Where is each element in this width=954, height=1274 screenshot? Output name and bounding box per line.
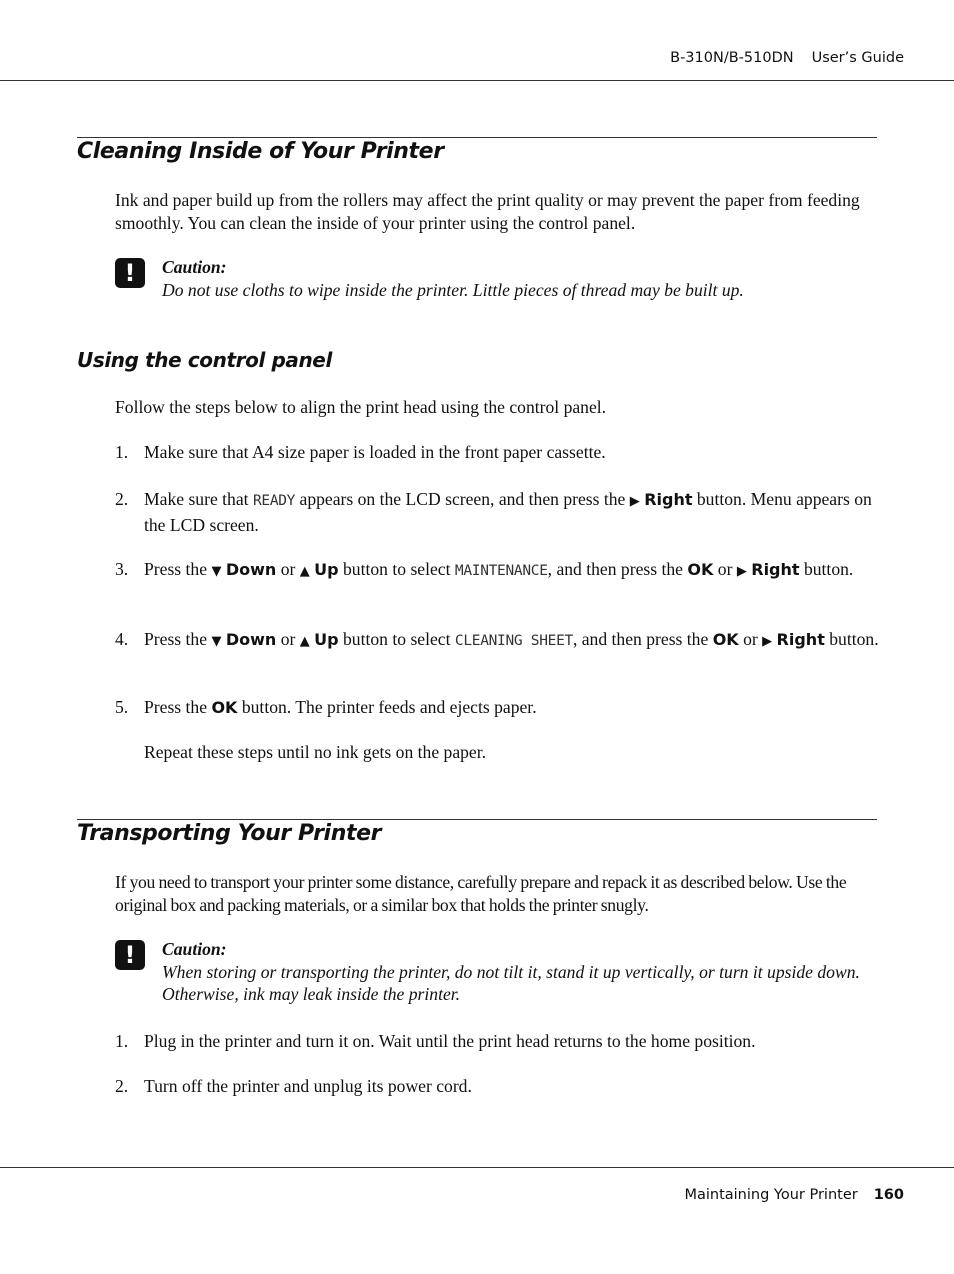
subsection-intro: Follow the steps below to align the print head using the control panel. <box>115 397 607 417</box>
footer-chapter: Maintaining Your Printer <box>684 1187 858 1203</box>
header-rule <box>0 80 954 81</box>
caution-text: Do not use cloths to wipe inside the printer. Little pieces of thread may be built up. <box>162 279 744 300</box>
subsection-title: Using the control panel <box>77 348 332 372</box>
list-item: 1. Make sure that A4 size paper is loaded in the front paper cassette. <box>115 442 606 462</box>
triangle-down-icon: ▼ <box>211 564 222 579</box>
right-button-label: Right <box>644 490 693 509</box>
triangle-right-icon: ▶ <box>629 494 640 509</box>
right-button-label: Right <box>776 630 825 649</box>
running-footer <box>684 1187 904 1203</box>
list-item-note: Repeat these steps until no ink gets on the paper. <box>144 742 487 762</box>
list-item: 1. Plug in the printer and turn it on. Wait until the print head returns to the home position. <box>115 1031 756 1051</box>
lcd-text: READY <box>252 493 296 509</box>
up-button-label: Up <box>314 560 339 579</box>
section-title-transporting: Transporting Your Printer <box>77 821 382 846</box>
list-item: 3. Press the ▼ Down or ▲ Up button to select MAINTENANCE, and then press the OK or ▶ Right button. <box>115 559 854 579</box>
caution-exclamation-icon: ! <box>115 940 145 970</box>
right-button-label: Right <box>751 560 800 579</box>
caution-exclamation-icon: ! <box>115 258 145 288</box>
section-rule <box>77 137 877 138</box>
footer-rule <box>0 1167 954 1168</box>
ok-button-label: OK <box>712 630 739 649</box>
list-item: 4. Press the ▼ Down or ▲ Up button to select CLEANING SHEET, and then press the OK or ▶ Right button. <box>115 629 879 649</box>
caution-text: When storing or transporting the printer, do not tilt it, stand it up vertically, or turn it upside down. Otherwise, ink may leak inside the printer. <box>162 961 860 1004</box>
ok-button-label: OK <box>687 560 714 579</box>
header-model: B-310N/B-510DN <box>670 50 794 66</box>
section-title-cleaning: Cleaning Inside of Your Printer <box>77 139 444 164</box>
header-guide: User’s Guide <box>811 50 904 66</box>
running-header <box>670 50 904 66</box>
list-item: 2. Turn off the printer and unplug its power cord. <box>115 1076 472 1096</box>
ok-button-label: OK <box>211 698 238 717</box>
triangle-down-icon: ▼ <box>211 634 222 649</box>
triangle-right-icon: ▶ <box>736 564 747 579</box>
triangle-right-icon: ▶ <box>762 634 773 649</box>
down-button-label: Down <box>225 560 277 579</box>
list-item: 2. Make sure that READY appears on the LCD screen, and then press the ▶ Right button. Menu appears on the LCD screen. <box>115 489 872 535</box>
list-item: 5. Press the OK button. The printer feeds and ejects paper. <box>115 697 537 717</box>
up-button-label: Up <box>314 630 339 649</box>
lcd-text: MAINTENANCE <box>454 563 548 579</box>
triangle-up-icon: ▲ <box>299 564 310 579</box>
caution-label: Caution: <box>162 257 227 277</box>
lcd-text: CLEANING SHEET <box>454 633 573 649</box>
triangle-up-icon: ▲ <box>299 634 310 649</box>
page-number: 160 <box>873 1187 904 1203</box>
section-intro-transporting: If you need to transport your printer some distance, carefully prepare and repack it as described below. Use the original box and packing materials, or a similar box that holds the printer snugly. <box>115 872 847 915</box>
section-rule <box>77 819 877 820</box>
section-intro-cleaning: Ink and paper build up from the rollers may affect the print quality or may prevent the paper from feeding smoothly. You can clean the inside of your printer using the control panel. <box>115 190 860 233</box>
caution-label: Caution: <box>162 939 227 959</box>
down-button-label: Down <box>225 630 277 649</box>
